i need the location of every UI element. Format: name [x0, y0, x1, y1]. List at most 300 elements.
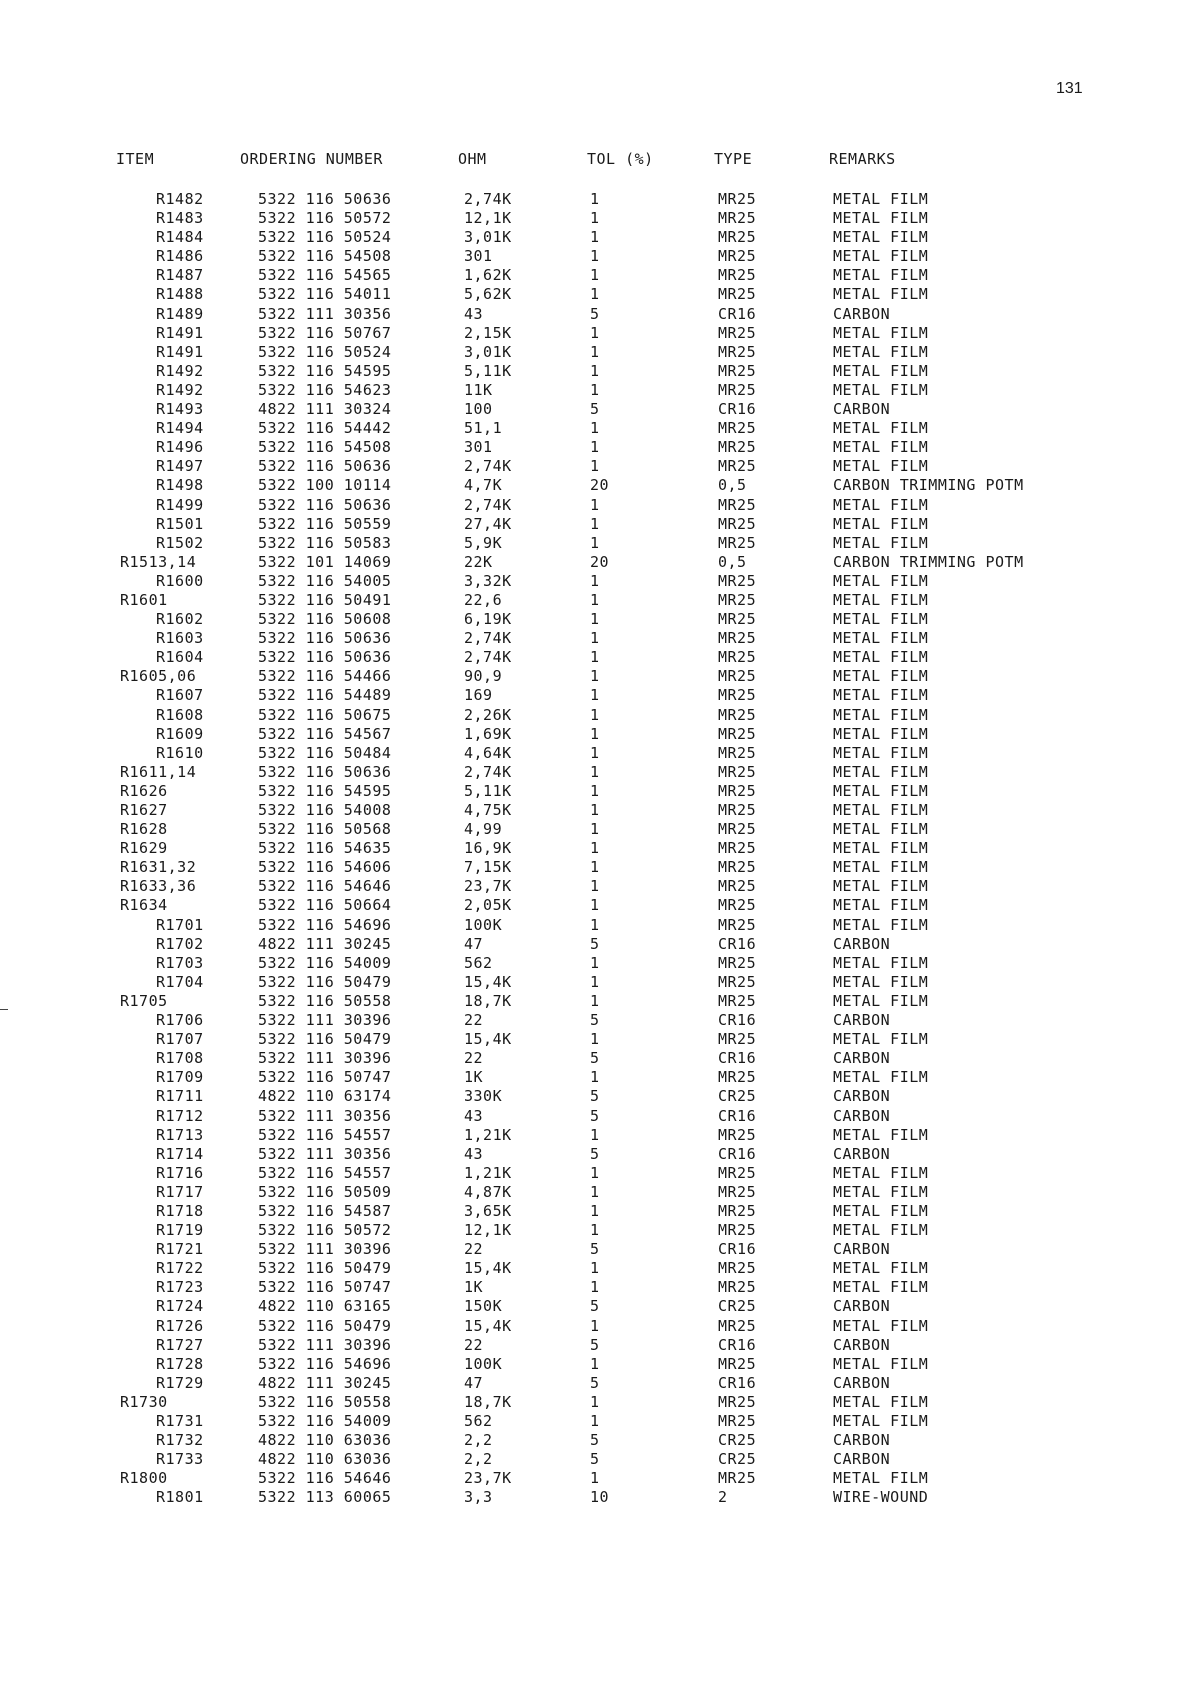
- cell-tol: 1: [590, 1030, 600, 1049]
- cell-ordering-number: 5322 116 50675: [258, 705, 392, 724]
- cell-remarks: METAL FILM: [833, 457, 929, 476]
- cell-item: R1707: [156, 1030, 204, 1049]
- table-row: [0, 553, 1190, 572]
- cell-ordering-number: 5322 116 50479: [258, 1316, 392, 1335]
- cell-item: R1605,06: [120, 667, 197, 686]
- cell-type: MR25: [718, 877, 757, 896]
- cell-ordering-number: 5322 116 50636: [258, 495, 392, 514]
- cell-item: R1702: [156, 934, 204, 953]
- cell-ohm: 22K: [464, 552, 493, 571]
- cell-item: R1513,14: [120, 552, 197, 571]
- table-row: [0, 744, 1190, 763]
- cell-ordering-number: 5322 116 54508: [258, 438, 392, 457]
- cell-remarks: CARBON: [833, 1240, 891, 1259]
- cell-tol: 1: [590, 419, 600, 438]
- cell-ohm: 3,65K: [464, 1201, 512, 1220]
- cell-item: R1607: [156, 686, 204, 705]
- cell-ohm: 7,15K: [464, 858, 512, 877]
- cell-ohm: 330K: [464, 1087, 503, 1106]
- cell-type: MR25: [718, 247, 757, 266]
- cell-type: MR25: [718, 1068, 757, 1087]
- cell-tol: 1: [590, 1201, 600, 1220]
- cell-remarks: METAL FILM: [833, 209, 929, 228]
- table-row: [0, 1183, 1190, 1202]
- cell-tol: 1: [590, 533, 600, 552]
- cell-item: R1610: [156, 743, 204, 762]
- table-row: [0, 457, 1190, 476]
- cell-ordering-number: 5322 116 54508: [258, 247, 392, 266]
- cell-remarks: METAL FILM: [833, 915, 929, 934]
- cell-ohm: 43: [464, 1106, 484, 1125]
- cell-ordering-number: 5322 116 54489: [258, 686, 392, 705]
- cell-remarks: METAL FILM: [833, 648, 929, 667]
- cell-ordering-number: 5322 116 50636: [258, 457, 392, 476]
- cell-ordering-number: 4822 110 63174: [258, 1087, 392, 1106]
- cell-type: MR25: [718, 571, 757, 590]
- cell-tol: 1: [590, 762, 600, 781]
- cell-item: R1629: [120, 839, 168, 858]
- cell-tol: 5: [590, 1106, 600, 1125]
- table-row: [0, 1259, 1190, 1278]
- cell-ohm: 47: [464, 934, 484, 953]
- cell-remarks: METAL FILM: [833, 266, 929, 285]
- cell-item: R1499: [156, 495, 204, 514]
- cell-item: R1493: [156, 400, 204, 419]
- cell-ordering-number: 5322 116 50572: [258, 209, 392, 228]
- cell-type: CR25: [718, 1450, 757, 1469]
- cell-item: R1711: [156, 1087, 204, 1106]
- cell-tol: 1: [590, 839, 600, 858]
- cell-ordering-number: 5322 116 54595: [258, 361, 392, 380]
- cell-ordering-number: 5322 116 50636: [258, 629, 392, 648]
- cell-ordering-number: 4822 111 30324: [258, 400, 392, 419]
- cell-remarks: CARBON: [833, 304, 891, 323]
- cell-ordering-number: 5322 116 54009: [258, 1412, 392, 1430]
- cell-item: R1714: [156, 1144, 204, 1163]
- cell-tol: 1: [590, 342, 600, 361]
- cell-ordering-number: 5322 116 50524: [258, 342, 392, 361]
- cell-ordering-number: 5322 116 50636: [258, 190, 392, 208]
- table-row: [0, 534, 1190, 553]
- cell-ohm: 4,64K: [464, 743, 512, 762]
- cell-ohm: 12,1K: [464, 209, 512, 228]
- table-row: [0, 1317, 1190, 1336]
- cell-ohm: 22: [464, 1049, 484, 1068]
- table-row: [0, 916, 1190, 935]
- cell-ordering-number: 5322 111 30356: [258, 304, 392, 323]
- cell-type: MR25: [718, 953, 757, 972]
- cell-tol: 5: [590, 1297, 600, 1316]
- cell-item: R1719: [156, 1221, 204, 1240]
- cell-type: MR25: [718, 839, 757, 858]
- cell-type: MR25: [718, 419, 757, 438]
- cell-type: CR25: [718, 1297, 757, 1316]
- cell-ohm: 2,74K: [464, 762, 512, 781]
- cell-tol: 1: [590, 323, 600, 342]
- cell-tol: 20: [590, 552, 610, 571]
- cell-tol: 5: [590, 1049, 600, 1068]
- cell-ordering-number: 4822 111 30245: [258, 1373, 392, 1392]
- table-row: [0, 400, 1190, 419]
- cell-item: R1494: [156, 419, 204, 438]
- cell-remarks: CARBON: [833, 1431, 891, 1450]
- header-type: TYPE: [714, 150, 753, 168]
- cell-tol: 1: [590, 1316, 600, 1335]
- table-row: [0, 515, 1190, 534]
- cell-tol: 1: [590, 801, 600, 819]
- table-row: [0, 381, 1190, 400]
- cell-remarks: CARBON: [833, 1087, 891, 1106]
- cell-type: CR16: [718, 400, 757, 419]
- cell-type: CR16: [718, 1240, 757, 1259]
- table-row: [0, 706, 1190, 725]
- table-row: [0, 476, 1190, 495]
- cell-tol: 1: [590, 724, 600, 743]
- cell-tol: 1: [590, 1182, 600, 1201]
- cell-ordering-number: 5322 116 54646: [258, 877, 392, 896]
- table-row: [0, 629, 1190, 648]
- cell-remarks: CARBON: [833, 400, 891, 419]
- cell-type: MR25: [718, 1316, 757, 1335]
- cell-type: MR25: [718, 743, 757, 762]
- table-row: [0, 1431, 1190, 1450]
- cell-ordering-number: 5322 116 54606: [258, 858, 392, 877]
- cell-type: MR25: [718, 190, 757, 208]
- cell-type: MR25: [718, 380, 757, 399]
- table-row: [0, 1202, 1190, 1221]
- cell-ohm: 4,87K: [464, 1182, 512, 1201]
- cell-tol: 1: [590, 1068, 600, 1087]
- cell-remarks: METAL FILM: [833, 323, 929, 342]
- cell-tol: 1: [590, 209, 600, 228]
- cell-ordering-number: 4822 111 30245: [258, 934, 392, 953]
- cell-remarks: CARBON: [833, 1049, 891, 1068]
- cell-type: MR25: [718, 495, 757, 514]
- cell-ohm: 100K: [464, 915, 503, 934]
- cell-type: MR25: [718, 285, 757, 304]
- cell-ohm: 169: [464, 686, 493, 705]
- cell-remarks: METAL FILM: [833, 1068, 929, 1087]
- cell-ohm: 4,99: [464, 820, 503, 839]
- cell-remarks: METAL FILM: [833, 877, 929, 896]
- cell-ohm: 2,05K: [464, 896, 512, 915]
- cell-tol: 1: [590, 1125, 600, 1144]
- cell-ohm: 1,62K: [464, 266, 512, 285]
- cell-ordering-number: 4822 110 63036: [258, 1450, 392, 1469]
- cell-ordering-number: 5322 101 14069: [258, 552, 392, 571]
- cell-remarks: METAL FILM: [833, 190, 929, 208]
- cell-ordering-number: 5322 116 54557: [258, 1163, 392, 1182]
- table-row: [0, 1068, 1190, 1087]
- cell-remarks: CARBON: [833, 1106, 891, 1125]
- cell-tol: 1: [590, 705, 600, 724]
- table-row: [0, 1087, 1190, 1106]
- cell-ordering-number: 5322 116 50558: [258, 991, 392, 1010]
- table-row: [0, 896, 1190, 915]
- cell-ohm: 2,74K: [464, 495, 512, 514]
- cell-item: R1604: [156, 648, 204, 667]
- cell-ohm: 22: [464, 1011, 484, 1030]
- cell-ordering-number: 5322 116 50479: [258, 1030, 392, 1049]
- cell-ordering-number: 5322 116 54635: [258, 839, 392, 858]
- table-row: [0, 496, 1190, 515]
- cell-type: CR16: [718, 1144, 757, 1163]
- cell-remarks: METAL FILM: [833, 361, 929, 380]
- table-row: [0, 305, 1190, 324]
- cell-item: R1713: [156, 1125, 204, 1144]
- cell-item: R1501: [156, 514, 204, 533]
- cell-ordering-number: 5322 116 54009: [258, 953, 392, 972]
- table-row: [0, 1278, 1190, 1297]
- cell-remarks: METAL FILM: [833, 1201, 929, 1220]
- table-header: [0, 150, 1190, 170]
- table-row: [0, 610, 1190, 629]
- cell-type: MR25: [718, 801, 757, 819]
- cell-tol: 1: [590, 190, 600, 208]
- cell-ordering-number: 5322 116 54008: [258, 801, 392, 819]
- cell-ordering-number: 5322 116 54646: [258, 1469, 392, 1488]
- cell-ohm: 15,4K: [464, 972, 512, 991]
- cell-item: R1717: [156, 1182, 204, 1201]
- cell-tol: 1: [590, 514, 600, 533]
- cell-tol: 5: [590, 1450, 600, 1469]
- cell-item: R1634: [120, 896, 168, 915]
- cell-remarks: CARBON: [833, 1297, 891, 1316]
- cell-ohm: 22: [464, 1335, 484, 1354]
- cell-ohm: 5,62K: [464, 285, 512, 304]
- cell-ohm: 2,15K: [464, 323, 512, 342]
- cell-ordering-number: 5322 116 54557: [258, 1125, 392, 1144]
- cell-type: CR16: [718, 1011, 757, 1030]
- cell-ohm: 12,1K: [464, 1221, 512, 1240]
- cell-type: MR25: [718, 1259, 757, 1278]
- cell-remarks: METAL FILM: [833, 1392, 929, 1411]
- cell-ohm: 23,7K: [464, 1469, 512, 1488]
- cell-remarks: METAL FILM: [833, 667, 929, 686]
- table-row: [0, 1355, 1190, 1374]
- cell-ordering-number: 5322 116 50479: [258, 1259, 392, 1278]
- cell-tol: 1: [590, 247, 600, 266]
- cell-ordering-number: 5322 116 50559: [258, 514, 392, 533]
- cell-ordering-number: 5322 116 50484: [258, 743, 392, 762]
- cell-tol: 5: [590, 1144, 600, 1163]
- cell-ohm: 27,4K: [464, 514, 512, 533]
- cell-ordering-number: 5322 116 54011: [258, 285, 392, 304]
- cell-remarks: METAL FILM: [833, 438, 929, 457]
- cell-item: R1721: [156, 1240, 204, 1259]
- cell-remarks: METAL FILM: [833, 380, 929, 399]
- cell-ohm: 3,3: [464, 1488, 493, 1507]
- cell-type: MR25: [718, 762, 757, 781]
- cell-type: MR25: [718, 361, 757, 380]
- cell-item: R1602: [156, 610, 204, 629]
- cell-item: R1732: [156, 1431, 204, 1450]
- cell-item: R1703: [156, 953, 204, 972]
- table-row: [0, 1049, 1190, 1068]
- cell-ohm: 2,74K: [464, 648, 512, 667]
- cell-ordering-number: 5322 116 54587: [258, 1201, 392, 1220]
- cell-ohm: 15,4K: [464, 1259, 512, 1278]
- cell-type: MR25: [718, 705, 757, 724]
- table-row: [0, 1240, 1190, 1259]
- table-row: [0, 1469, 1190, 1488]
- cell-ohm: 23,7K: [464, 877, 512, 896]
- cell-tol: 5: [590, 400, 600, 419]
- cell-ohm: 3,01K: [464, 342, 512, 361]
- cell-tol: 1: [590, 380, 600, 399]
- table-row: [0, 782, 1190, 801]
- cell-ordering-number: 5322 100 10114: [258, 476, 392, 495]
- cell-remarks: METAL FILM: [833, 1182, 929, 1201]
- table-row: [0, 954, 1190, 973]
- margin-mark: [0, 1009, 8, 1010]
- cell-tol: 1: [590, 610, 600, 629]
- cell-item: R1722: [156, 1259, 204, 1278]
- cell-ohm: 301: [464, 438, 493, 457]
- cell-ordering-number: 5322 116 54466: [258, 667, 392, 686]
- table-row: [0, 266, 1190, 285]
- cell-item: R1801: [156, 1488, 204, 1507]
- table-row: [0, 686, 1190, 705]
- cell-remarks: CARBON TRIMMING POTM: [833, 476, 1024, 495]
- cell-remarks: CARBON: [833, 1144, 891, 1163]
- table-row: [0, 591, 1190, 610]
- cell-remarks: METAL FILM: [833, 1163, 929, 1182]
- cell-item: R1482: [156, 190, 204, 208]
- cell-ohm: 43: [464, 1144, 484, 1163]
- cell-remarks: METAL FILM: [833, 1278, 929, 1297]
- cell-remarks: METAL FILM: [833, 1469, 929, 1488]
- table-row: [0, 763, 1190, 782]
- header-ohm: OHM: [458, 150, 487, 168]
- cell-tol: 1: [590, 457, 600, 476]
- table-row: [0, 1126, 1190, 1145]
- cell-remarks: METAL FILM: [833, 820, 929, 839]
- cell-type: MR25: [718, 820, 757, 839]
- cell-ordering-number: 5322 116 54442: [258, 419, 392, 438]
- cell-remarks: METAL FILM: [833, 781, 929, 800]
- cell-item: R1712: [156, 1106, 204, 1125]
- cell-type: 2: [718, 1488, 728, 1507]
- cell-tol: 1: [590, 991, 600, 1010]
- table-row: [0, 285, 1190, 304]
- cell-item: R1487: [156, 266, 204, 285]
- cell-ohm: 43: [464, 304, 484, 323]
- table-row: [0, 438, 1190, 457]
- cell-item: R1488: [156, 285, 204, 304]
- cell-ordering-number: 5322 111 30396: [258, 1335, 392, 1354]
- table-row: [0, 725, 1190, 744]
- cell-remarks: CARBON: [833, 1335, 891, 1354]
- cell-type: MR25: [718, 323, 757, 342]
- cell-ordering-number: 5322 111 30396: [258, 1240, 392, 1259]
- table-row: [0, 877, 1190, 896]
- cell-ohm: 562: [464, 953, 493, 972]
- cell-remarks: METAL FILM: [833, 610, 929, 629]
- table-row: [0, 419, 1190, 438]
- table-row: [0, 820, 1190, 839]
- cell-item: R1633,36: [120, 877, 197, 896]
- cell-ordering-number: 5322 116 50636: [258, 762, 392, 781]
- cell-remarks: METAL FILM: [833, 514, 929, 533]
- cell-type: MR25: [718, 781, 757, 800]
- cell-ohm: 1K: [464, 1278, 484, 1297]
- cell-item: R1729: [156, 1373, 204, 1392]
- header-item: ITEM: [116, 150, 155, 168]
- cell-item: R1497: [156, 457, 204, 476]
- cell-type: MR25: [718, 228, 757, 247]
- cell-type: 0,5: [718, 476, 747, 495]
- cell-remarks: METAL FILM: [833, 1030, 929, 1049]
- table-row: [0, 209, 1190, 228]
- cell-item: R1491: [156, 323, 204, 342]
- cell-type: MR25: [718, 1030, 757, 1049]
- cell-ordering-number: 5322 116 54565: [258, 266, 392, 285]
- cell-tol: 1: [590, 896, 600, 915]
- cell-remarks: METAL FILM: [833, 342, 929, 361]
- cell-item: R1727: [156, 1335, 204, 1354]
- cell-ohm: 3,32K: [464, 571, 512, 590]
- cell-tol: 5: [590, 1373, 600, 1392]
- header-ordering-number: ORDERING NUMBER: [240, 150, 383, 168]
- table-row: [0, 247, 1190, 266]
- table-row: [0, 1488, 1190, 1507]
- cell-item: R1728: [156, 1354, 204, 1373]
- cell-tol: 1: [590, 743, 600, 762]
- cell-ordering-number: 5322 116 50747: [258, 1278, 392, 1297]
- cell-type: MR25: [718, 1354, 757, 1373]
- cell-ordering-number: 5322 113 60065: [258, 1488, 392, 1507]
- cell-ordering-number: 5322 116 50479: [258, 972, 392, 991]
- cell-tol: 1: [590, 667, 600, 686]
- cell-ordering-number: 5322 116 54567: [258, 724, 392, 743]
- cell-ordering-number: 5322 116 50558: [258, 1392, 392, 1411]
- table-row: [0, 1374, 1190, 1393]
- cell-tol: 1: [590, 1259, 600, 1278]
- cell-item: R1489: [156, 304, 204, 323]
- cell-remarks: METAL FILM: [833, 972, 929, 991]
- cell-ohm: 100K: [464, 1354, 503, 1373]
- cell-remarks: METAL FILM: [833, 896, 929, 915]
- table-row: [0, 343, 1190, 362]
- cell-tol: 1: [590, 1392, 600, 1411]
- cell-tol: 5: [590, 1335, 600, 1354]
- cell-remarks: METAL FILM: [833, 1259, 929, 1278]
- cell-ohm: 51,1: [464, 419, 503, 438]
- cell-ohm: 2,26K: [464, 705, 512, 724]
- cell-ohm: 6,19K: [464, 610, 512, 629]
- cell-ohm: 1,21K: [464, 1163, 512, 1182]
- cell-tol: 1: [590, 972, 600, 991]
- cell-type: MR25: [718, 457, 757, 476]
- cell-tol: 1: [590, 686, 600, 705]
- cell-type: MR25: [718, 1182, 757, 1201]
- cell-type: CR16: [718, 1049, 757, 1068]
- table-row: [0, 858, 1190, 877]
- cell-item: R1608: [156, 705, 204, 724]
- cell-type: MR25: [718, 438, 757, 457]
- cell-item: R1609: [156, 724, 204, 743]
- cell-item: R1726: [156, 1316, 204, 1335]
- cell-tol: 1: [590, 285, 600, 304]
- cell-type: MR25: [718, 896, 757, 915]
- cell-remarks: METAL FILM: [833, 533, 929, 552]
- cell-tol: 1: [590, 1412, 600, 1430]
- cell-type: 0,5: [718, 552, 747, 571]
- table-row: [0, 667, 1190, 686]
- cell-ordering-number: 5322 116 50524: [258, 228, 392, 247]
- cell-item: R1724: [156, 1297, 204, 1316]
